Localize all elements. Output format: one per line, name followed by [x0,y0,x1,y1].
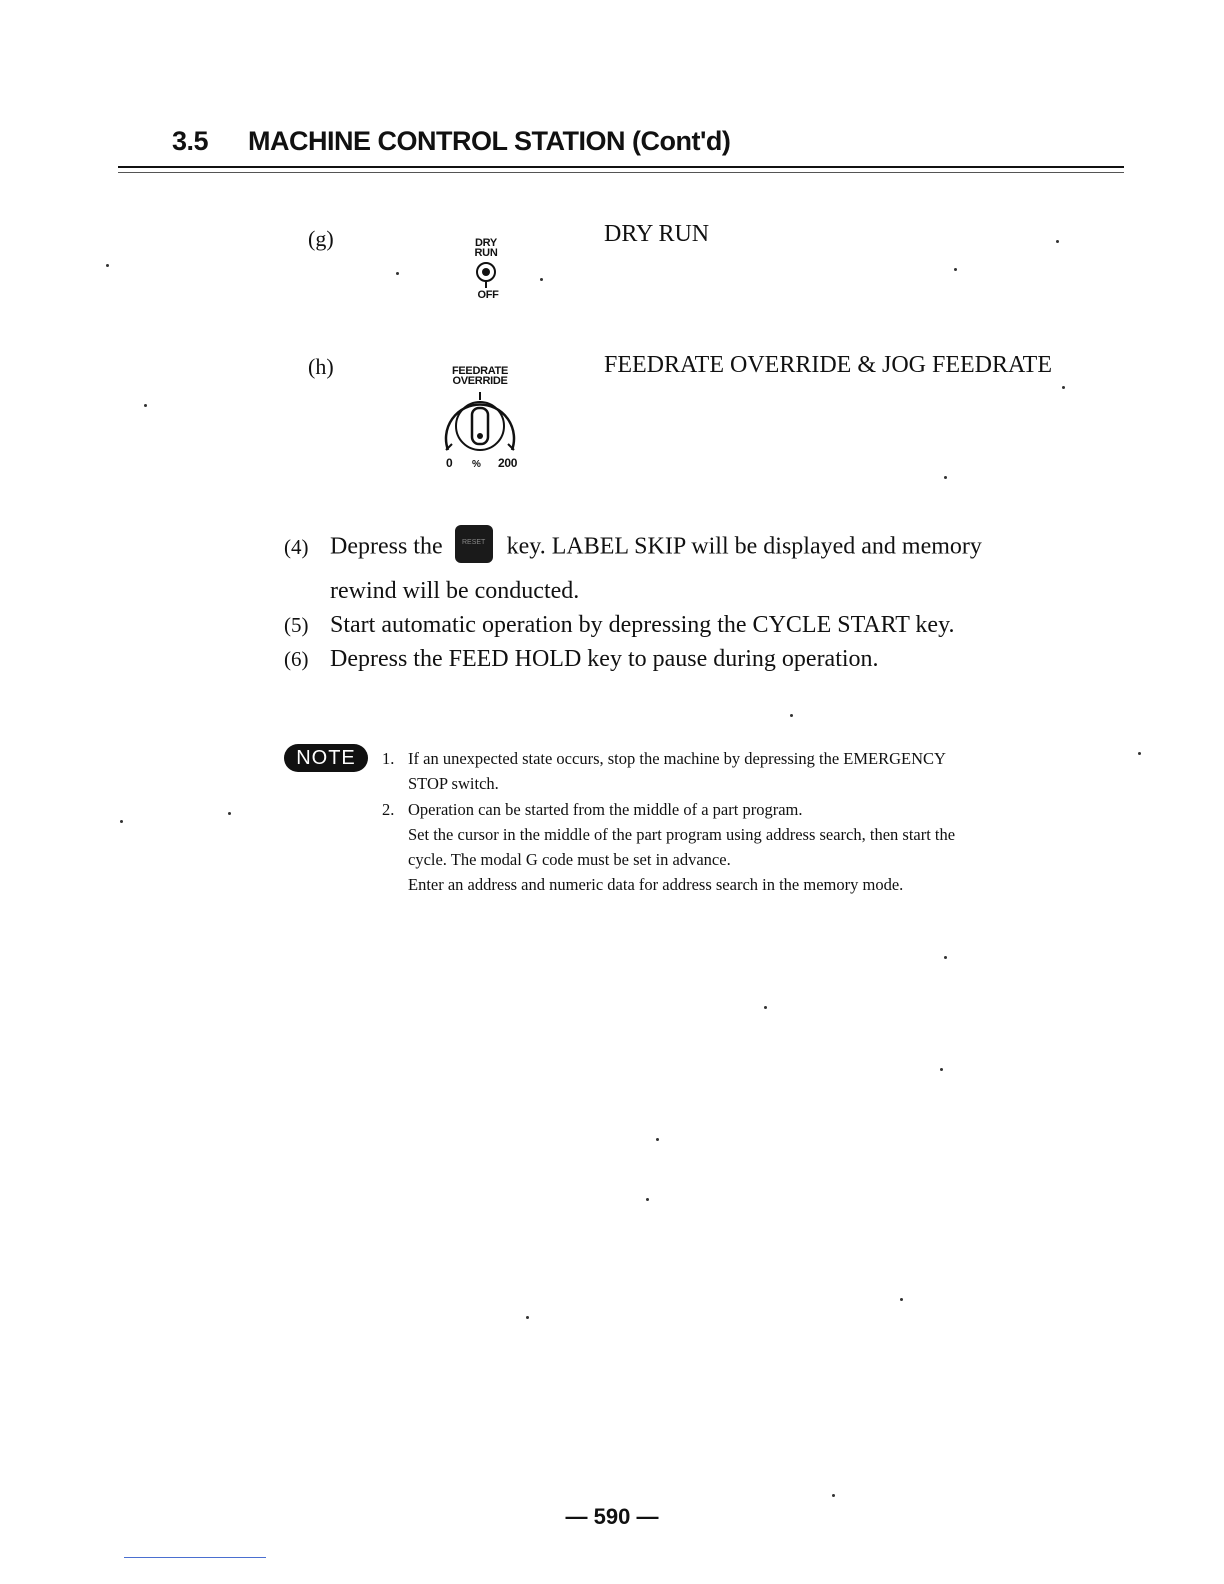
note-item-2 [382,797,956,897]
scan-speck [540,278,543,281]
dial-min-label: 0 [446,456,453,470]
dial-max-label: 200 [498,456,518,470]
scan-speck [396,272,399,275]
item-letter-h: (h) [308,354,334,379]
heading-rule [118,166,1124,168]
switch-label-line: RUN [474,247,498,259]
scan-speck [954,268,957,271]
item-letter-g: (g) [308,226,334,251]
scan-speck [1056,240,1059,243]
step-4 [284,533,982,563]
switch-label-line: DRY [475,237,497,249]
feedrate-override-label [440,366,520,386]
scan-speck [120,820,123,823]
note-badge: NOTE [284,744,368,772]
scan-speck [228,812,231,815]
step-number: (6) [284,647,309,671]
scan-speck [940,1068,943,1071]
item-title-dry-run: DRY RUN [604,221,710,247]
scan-speck [900,1298,903,1301]
step-text: key. LABEL SKIP will be displayed and memory [506,533,982,560]
scan-speck [944,476,947,479]
switch-label-line: FEEDRATE [451,365,509,377]
note-number: 1. [382,749,395,768]
step-4-continuation: rewind will be conducted. [330,578,580,604]
scan-speck [106,264,109,267]
scan-speck [832,1494,835,1497]
dry-run-off-label: OFF [477,289,499,301]
footer-rule [124,1557,266,1558]
note-number: 2. [382,800,395,819]
step-5 [284,612,955,639]
step-6 [284,646,879,673]
step-text: Start automatic operation by depressing the CYCLE START key. [330,612,955,638]
scan-speck [1062,386,1065,389]
rotary-dial-icon [436,388,524,462]
switch-label-line: OVERRIDE [452,375,508,387]
scan-speck [656,1138,659,1141]
toggle-switch-icon [470,260,502,290]
scan-speck [764,1006,767,1009]
page-number: — 590 — [565,1504,659,1529]
note-line: cycle. The modal G code must be set in advance. [408,850,731,869]
dial-unit-label: % [472,459,481,470]
scan-speck [646,1198,649,1201]
step-number: (5) [284,613,309,637]
scan-speck [1138,752,1141,755]
reset-key-icon [455,525,493,563]
note-item-1 [382,746,946,796]
reset-key-label: RESET [461,539,486,546]
heading-rule-thin [118,172,1124,173]
note-line: Set the cursor in the middle of the part program using address search, then start the [408,825,956,844]
note-line: Operation can be started from the middle of a part program. [408,800,803,819]
step-number: (4) [284,534,309,559]
dry-run-switch-label [462,238,510,258]
step-text: Depress the [330,533,443,560]
note-line: If an unexpected state occurs, stop the machine by depressing the EMERGENCY [408,749,946,768]
scan-speck [944,956,947,959]
note-line: Enter an address and numeric data for address search in the memory mode. [408,875,904,894]
section-title: MACHINE CONTROL STATION (Cont'd) [248,126,731,156]
section-number: 3.5 [172,126,209,156]
scan-speck [526,1316,529,1319]
step-text: Depress the FEED HOLD key to pause during operation. [330,646,879,672]
item-title-feedrate-override: FEEDRATE OVERRIDE & JOG FEEDRATE [604,352,1052,378]
note-line: STOP switch. [408,774,499,793]
scan-speck [144,404,147,407]
scan-speck [790,714,793,717]
section-heading [172,126,730,157]
